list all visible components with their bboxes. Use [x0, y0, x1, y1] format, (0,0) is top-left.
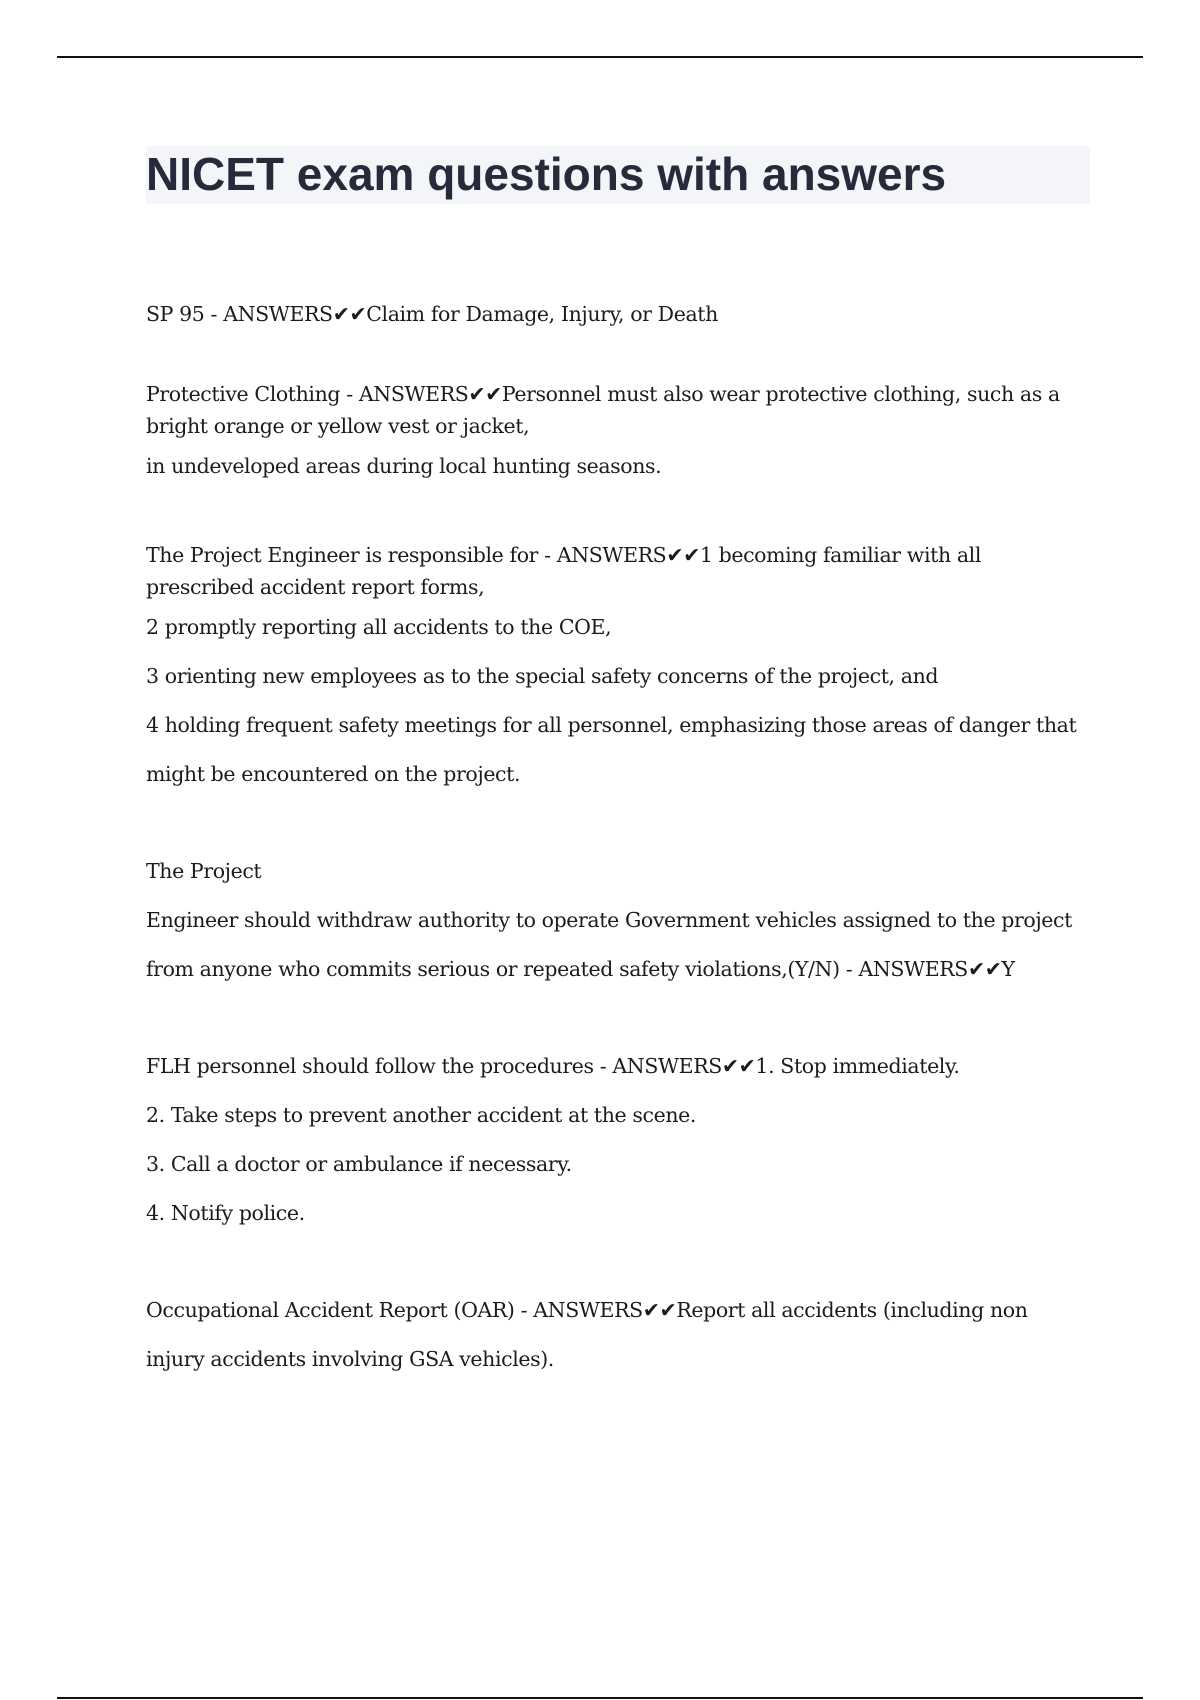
qa-line: FLH personnel should follow the procedures - ANSWERS✔✔1. Stop immediately.	[146, 1054, 960, 1078]
qa-entry	[146, 1286, 1090, 1384]
qa-line: 4. Notify police.	[146, 1201, 305, 1225]
qa-line: The Project	[146, 859, 262, 883]
title-band	[146, 146, 1090, 204]
top-rule	[57, 56, 1143, 58]
qa-line: 2. Take steps to prevent another accident at the scene.	[146, 1103, 696, 1127]
qa-line: 3. Call a doctor or ambulance if necessary.	[146, 1152, 572, 1176]
qa-line: The Project Engineer is responsible for - ANSWERS✔✔1 becoming familiar with all prescribed accident report forms,	[146, 543, 981, 599]
page-title: NICET exam questions with answers	[146, 148, 947, 200]
document-body	[146, 146, 1090, 1432]
qa-line: Occupational Accident Report (OAR) - ANSWERS✔✔Report all accidents (including non	[146, 1298, 1028, 1322]
qa-entry	[146, 1042, 1090, 1238]
qa-entry	[146, 298, 1090, 330]
qa-line: 4 holding frequent safety meetings for all personnel, emphasizing those areas of danger that	[146, 713, 1077, 737]
qa-line: injury accidents involving GSA vehicles).	[146, 1347, 554, 1371]
qa-line: in undeveloped areas during local hunting seasons.	[146, 454, 662, 478]
qa-entry	[146, 847, 1090, 994]
qa-line: Engineer should withdraw authority to operate Government vehicles assigned to the project	[146, 908, 1072, 932]
qa-line: SP 95 - ANSWERS✔✔Claim for Damage, Injury, or Death	[146, 302, 718, 326]
qa-line: Protective Clothing - ANSWERS✔✔Personnel must also wear protective clothing, such as a bright orange or yellow vest or jacket,	[146, 382, 1060, 438]
qa-entry	[146, 539, 1090, 799]
qa-entry	[146, 378, 1090, 491]
qa-line: 2 promptly reporting all accidents to the COE,	[146, 615, 612, 639]
qa-line: from anyone who commits serious or repeated safety violations,(Y/N) - ANSWERS✔✔Y	[146, 957, 1015, 981]
qa-line: might be encountered on the project.	[146, 762, 521, 786]
bottom-rule	[57, 1697, 1143, 1699]
qa-line: 3 orienting new employees as to the special safety concerns of the project, and	[146, 664, 939, 688]
